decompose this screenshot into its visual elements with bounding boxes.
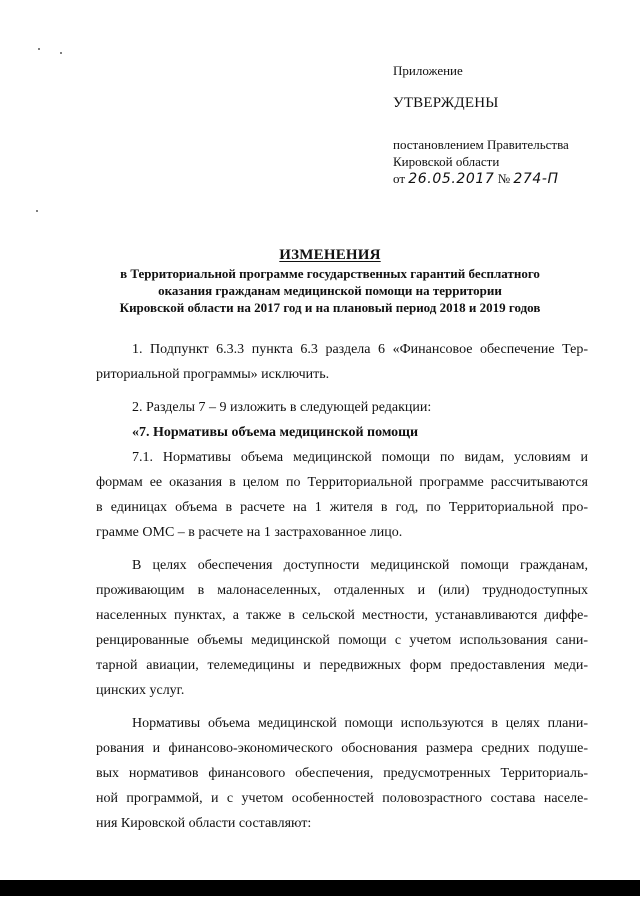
scan-speck bbox=[38, 48, 40, 50]
paragraph-line: риториальной программы» исключить. bbox=[96, 367, 330, 382]
paragraph-line: населенных пунктах, а также в сельской местности, устанавливаются диффе- bbox=[96, 608, 588, 623]
paragraph-line: В целях обеспечения доступности медицинской помощи гражданам, bbox=[132, 558, 588, 573]
resolution-line: Кировской области bbox=[393, 154, 500, 169]
section-heading: «7. Нормативы объема медицинской помощи bbox=[132, 425, 419, 440]
paragraph-line: 2. Разделы 7 – 9 изложить в следующей редакции: bbox=[132, 400, 432, 415]
paragraph-line: цинских услуг. bbox=[96, 683, 185, 698]
paragraph-line: рования и финансово-экономического обоснования размера средних подуше- bbox=[96, 741, 588, 756]
paragraph-line: Нормативы объема медицинской помощи используются в целях плани- bbox=[132, 716, 588, 731]
resolution-date-line bbox=[393, 170, 569, 188]
number-sign: № bbox=[497, 171, 511, 186]
paragraph-line: 1. Подпункт 6.3.3 пункта 6.3 раздела 6 «Финансовое обеспечение Тер- bbox=[132, 342, 588, 357]
paragraph-line: проживающим в малонаселенных, отдаленных и (или) труднодоступных bbox=[96, 583, 588, 598]
paragraph-line: тарной авиации, телемедицины и передвижных форм предоставления меди- bbox=[96, 658, 588, 673]
resolution-block bbox=[393, 136, 569, 188]
paragraph-line: 7.1. Нормативы объема медицинской помощи по видам, условиям и bbox=[132, 450, 588, 465]
paragraph-line: ния Кировской области составляют: bbox=[96, 816, 312, 831]
title-subline: Кировской области на 2017 год и на плановый период 2018 и 2019 годов bbox=[119, 300, 541, 315]
handwritten-date: 26.05.2017 bbox=[408, 171, 495, 187]
scan-speck bbox=[36, 210, 38, 212]
handwritten-number: 274-П bbox=[513, 171, 559, 187]
paragraph-line: ной программой, и с учетом особенностей половозрастного состава населе- bbox=[96, 791, 588, 806]
paragraph-line: ренцированные объемы медицинской помощи с учетом использования сани- bbox=[96, 633, 588, 648]
scan-edge-bar bbox=[0, 880, 640, 896]
paragraph-line: в единицах объема в расчете на 1 жителя в год, по Территориальной про- bbox=[96, 500, 588, 515]
appendix-label: Приложение bbox=[393, 63, 463, 78]
paragraph-line: грамме ОМС – в расчете на 1 застрахованное лицо. bbox=[96, 525, 403, 540]
paragraph-line: формам ее оказания в целом по Территориальной программе рассчитываются bbox=[96, 475, 588, 490]
date-prefix: от bbox=[393, 171, 406, 186]
document-body bbox=[96, 337, 588, 836]
paragraph-line: вых нормативов финансового обеспечения, предусмотренных Территориаль- bbox=[96, 766, 588, 781]
document-title: ИЗМЕНЕНИЯ bbox=[279, 247, 381, 263]
resolution-line: постановлением Правительства bbox=[393, 137, 569, 152]
document-title-block bbox=[60, 245, 600, 316]
title-subline: оказания гражданам медицинской помощи на территории bbox=[158, 283, 502, 298]
title-subline: в Территориальной программе государственных гарантий бесплатного bbox=[120, 266, 540, 281]
approved-label: УТВЕРЖДЕНЫ bbox=[393, 95, 499, 111]
scan-speck bbox=[60, 52, 62, 54]
